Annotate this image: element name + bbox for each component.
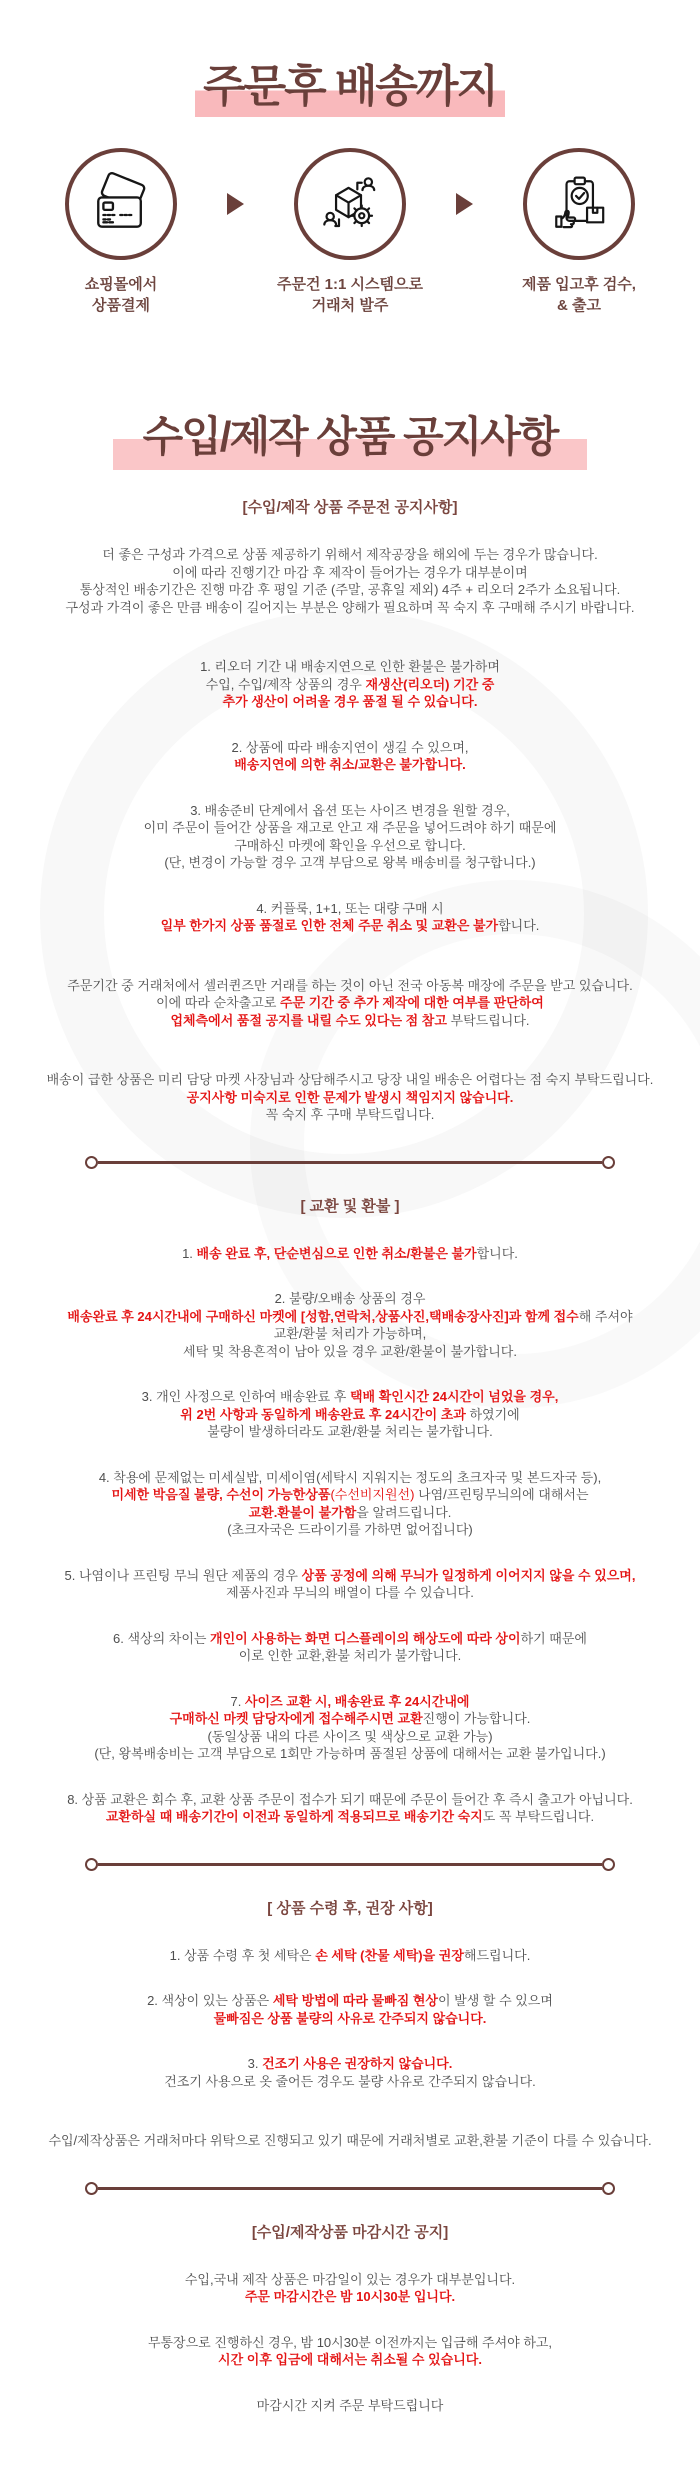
text-segment: 시간 이후 입금에 대해서는 취소될 수 있습니다. — [218, 2352, 482, 2367]
section-divider — [85, 2182, 615, 2195]
page-title-highlight: 주문후 배송까지 — [195, 62, 505, 117]
text-segment: 3. 개인 사정으로 인하여 배송완료 후 — [141, 1389, 350, 1404]
text-segment: 주문 기간 중 추가 제작에 대한 여부를 판단하여 — [279, 995, 544, 1010]
text-line — [15, 900, 685, 918]
divider-endpoint-dot — [85, 1156, 98, 1169]
text-segment: 수입/제작상품은 거래처마다 위탁으로 진행되고 있기 때문에 거래처별로 교환,환불 기준이 다를 수 있습니다. — [48, 2133, 652, 2148]
text-segment: 1. 상품 수령 후 첫 세탁은 — [169, 1947, 316, 1963]
section-heading: [수입/제작 상품 주문전 공지사항] — [242, 499, 458, 516]
text-segment: 공지사항 미숙지로 인한 문제가 발생시 책임지지 않습니다. — [186, 1089, 514, 1105]
text-segment: 2. 불량/오배송 상품의 경우 — [274, 1291, 426, 1306]
text-segment: 사이즈 교환 시, 배송완료 후 24시간내에 — [244, 1693, 470, 1709]
inspection-shipping-icon — [546, 171, 612, 237]
text-segment: 진행이 가능합니다. — [422, 1711, 531, 1726]
step-caption-line2: & 출고 — [557, 297, 601, 314]
section-divider — [85, 1156, 615, 1169]
notice-content — [15, 498, 685, 2474]
text-segment: 이에 따라 순차출고로 — [156, 995, 280, 1010]
text-line — [15, 1728, 685, 1746]
text-line — [15, 1567, 685, 1585]
text-line — [15, 2334, 685, 2352]
text-segment: (단, 왕복배송비는 고객 부담으로 1회만 가능하며 품절된 상품에 대해서는 교환 불가입니다.) — [94, 1746, 606, 1761]
text-line — [15, 1290, 685, 1308]
notice-paragraph — [15, 1630, 685, 1665]
text-segment: 미세한 박음질 불량, 수선이 가능한상품 — [111, 1487, 331, 1502]
notice-paragraph — [15, 1071, 685, 1124]
text-segment: 더 좋은 구성과 가격으로 상품 제공하기 위해서 제작공장을 해외에 두는 경우가 많습니다. — [102, 547, 598, 562]
notice-paragraph — [15, 1947, 685, 1965]
text-segment: 5. 나염이나 프린팅 무늬 원단 제품의 경우 — [64, 1567, 302, 1583]
step-caption-line1: 주문건 1:1 시스템으로 — [277, 276, 423, 293]
notice-paragraph — [15, 546, 685, 616]
text-segment: 이에 따라 진행기간 마감 후 제작이 들어가는 경우가 대부분이며 — [172, 564, 528, 580]
text-line — [15, 676, 685, 694]
text-line — [15, 1308, 685, 1326]
text-line — [15, 1992, 685, 2010]
text-line — [15, 1343, 685, 1361]
text-line — [15, 2271, 685, 2289]
notice-paragraph — [15, 1245, 685, 1263]
notice-paragraph — [15, 739, 685, 774]
section-heading: [ 상품 수령 후, 권장 사항] — [267, 1899, 433, 1917]
text-segment: 을 알려드립니다. — [356, 1504, 452, 1520]
text-segment: 도 꼭 부탁드립니다. — [482, 1809, 595, 1824]
text-segment: 3. 배송준비 단계에서 옵션 또는 사이즈 변경을 원할 경우, — [190, 802, 510, 818]
text-line — [15, 1012, 685, 1030]
step-caption — [277, 274, 423, 316]
text-segment: 건조기 사용은 권장하지 않습니다. — [262, 2056, 453, 2071]
text-segment: 1. 리오더 기간 내 배송지연으로 인한 환불은 불가하며 — [200, 659, 500, 674]
text-segment: 3. — [247, 2056, 263, 2071]
text-line — [15, 2055, 685, 2073]
divider-endpoint-dot — [85, 1858, 98, 1871]
text-line — [15, 1808, 685, 1826]
divider-line — [98, 1863, 602, 1866]
notice-paragraph — [15, 658, 685, 711]
text-line — [15, 1388, 685, 1406]
notice-section-title — [0, 404, 700, 464]
text-line — [15, 1071, 685, 1089]
order-system-icon — [317, 171, 383, 237]
text-segment: 꼭 숙지 후 구매 부탁드립니다. — [265, 1107, 435, 1122]
text-segment: 일부 한가지 상품 품절로 인한 전체 주문 취소 및 교환은 불가 — [160, 918, 499, 933]
text-line — [15, 917, 685, 935]
text-line — [15, 1745, 685, 1763]
text-line — [15, 693, 685, 711]
divider-endpoint-dot — [602, 1156, 615, 1169]
text-line — [15, 1584, 685, 1602]
text-segment: 배송완료 후 24시간내에 구매하신 마켓에 [성함,연락처,상품사진,택배송장사진]과 함께 접수 — [67, 1308, 579, 1324]
section-heading: [ 교환 및 환불 ] — [300, 1197, 400, 1215]
text-segment: 세탁 및 착용흔적이 남아 있을 경우 교환/환불이 불가합니다. — [183, 1343, 517, 1359]
text-segment: 개인이 사용하는 화면 디스플레이의 해상도에 따라 상이 — [210, 1630, 521, 1646]
text-line — [15, 1106, 685, 1124]
text-segment: 부탁드립니다. — [446, 1012, 530, 1028]
notice-paragraph — [15, 900, 685, 935]
text-line — [15, 1486, 685, 1504]
text-segment: 상품 공정에 의해 무늬가 일정하게 이어지지 않을 수 있으며, — [301, 1567, 636, 1583]
notice-paragraph — [15, 1791, 685, 1826]
text-segment: 무통장으로 진행하신 경우, 밤 10시30분 이전까지는 입금해 주셔야 하고, — [147, 2334, 553, 2350]
text-line — [15, 1325, 685, 1343]
process-step-inspection — [491, 148, 667, 316]
step-caption-line1: 제품 입고후 검수, — [522, 276, 636, 293]
text-segment: 8. 상품 교환은 회수 후, 교환 상품 주문이 접수가 되기 때문에 주문이 들어간 후 즉시 출고가 아닙니다. — [67, 1791, 633, 1807]
text-segment: 이미 주문이 들어간 상품을 재고로 안고 재 주문을 넣어드려야 하기 때문에 — [143, 820, 557, 835]
text-segment: 하기 때문에 — [520, 1630, 587, 1646]
text-segment: 합니다. — [498, 918, 540, 933]
section-heading: [수입/제작상품 마감시간 공지] — [251, 2223, 449, 2241]
text-segment: 해 주셔야 — [578, 1308, 633, 1324]
text-line — [15, 819, 685, 837]
step-caption — [522, 274, 636, 316]
text-segment: 수입, 수입/제작 상품의 경우 — [205, 676, 366, 692]
text-segment: 수입,국내 제작 상품은 마감일이 있는 경우가 대부분입니다. — [184, 2271, 516, 2287]
text-segment: 교환.환불이 불가함 — [248, 1504, 357, 1520]
step-circle — [65, 148, 177, 260]
text-segment: 해드립니다. — [463, 1947, 531, 1963]
text-line — [15, 1504, 685, 1522]
arrow-right-icon — [456, 193, 473, 215]
text-segment: 제품사진과 무늬의 배열이 다를 수 있습니다. — [226, 1585, 474, 1600]
section-divider — [85, 1858, 615, 1871]
text-line — [15, 994, 685, 1012]
divider-endpoint-dot — [602, 1858, 615, 1871]
notice-paragraph — [15, 1693, 685, 1763]
step-caption-line2: 상품결제 — [92, 297, 150, 314]
text-segment: 주문 마감시간은 밤 10시30분 입니다. — [244, 2289, 456, 2304]
text-segment: 택배 확인시간 24시간이 넘었을 경우, — [349, 1389, 559, 1404]
text-line — [15, 599, 685, 617]
text-line — [15, 1630, 685, 1648]
text-segment: (단, 변경이 가능할 경우 고객 부담으로 왕복 배송비를 청구합니다.) — [164, 855, 536, 870]
notice-paragraph — [15, 1290, 685, 1360]
text-line — [15, 1791, 685, 1809]
text-line — [15, 1469, 685, 1487]
text-line — [15, 2073, 685, 2091]
text-segment: (수선비지원선) — [330, 1487, 415, 1502]
notice-paragraph — [15, 1567, 685, 1602]
step-circle — [294, 148, 406, 260]
text-line — [15, 837, 685, 855]
text-segment: 배송이 급한 상품은 미리 담당 마켓 사장님과 상담해주시고 당장 내일 배송은 어렵다는 점 숙지 부탁드립니다. — [46, 1072, 654, 1087]
text-segment: 1. — [182, 1245, 197, 1261]
text-line — [15, 2397, 685, 2415]
text-segment: 통상적인 배송기간은 진행 마감 후 평일 기준 (주말, 공휴일 제외) 4주 + 리오더 2주가 소요됩니다. — [79, 582, 621, 597]
text-line — [15, 854, 685, 872]
text-segment: 교환하실 때 배송기간이 이전과 동일하게 적용되므로 배송기간 숙지 — [105, 1809, 483, 1824]
text-segment: 4. 착용에 문제없는 미세실밥, 미세이염(세탁시 지워지는 정도의 초크자국 및 본드자국 등), — [98, 1469, 602, 1485]
process-step-payment — [33, 148, 209, 316]
text-segment: 건조기 사용으로 옷 줄어든 경우도 불량 사유로 간주되지 않습니다. — [164, 2073, 536, 2089]
text-line — [15, 802, 685, 820]
text-line — [15, 739, 685, 757]
arrow-right-icon — [227, 193, 244, 215]
text-line — [15, 977, 685, 995]
text-segment: 4. 커플룩, 1+1, 또는 대량 구매 시 — [256, 900, 444, 916]
text-segment: 구매하신 마켓 담당자에게 접수해주시면 교환 — [169, 1711, 423, 1726]
text-line — [15, 2351, 685, 2369]
page-title — [0, 0, 700, 114]
text-segment: 구성과 가격이 좋은 만큼 배송이 길어지는 부분은 양해가 필요하며 꼭 숙지 후 구매해 주시기 바랍니다. — [65, 599, 635, 615]
text-segment: 합니다. — [476, 1245, 518, 1261]
text-line — [15, 2288, 685, 2306]
notice-paragraph — [15, 2334, 685, 2369]
text-segment: 물빠짐은 상품 불량의 사유로 간주되지 않습니다. — [213, 2010, 487, 2026]
text-line — [15, 2132, 685, 2150]
text-segment: (초크자국은 드라이기를 가하면 없어집니다) — [227, 1522, 473, 1537]
notice-paragraph — [15, 802, 685, 872]
notice-paragraph — [15, 1992, 685, 2027]
text-segment: 7. — [230, 1693, 245, 1709]
divider-line — [98, 2187, 602, 2190]
notice-section-title-highlight: 수입/제작 상품 공지사항 — [113, 413, 588, 470]
text-segment: 배송 완료 후, 단순변심으로 인한 취소/환불은 불가 — [196, 1245, 477, 1261]
divider-line — [98, 1161, 602, 1164]
text-segment: 마감시간 지켜 주문 부탁드립니다 — [256, 2397, 444, 2413]
text-line — [15, 1647, 685, 1665]
text-segment: 세탁 방법에 따라 물빠짐 현상 — [272, 1993, 438, 2008]
notice-paragraph — [15, 1469, 685, 1539]
text-line — [15, 564, 685, 582]
text-segment: 재생산(리오더) 기간 중 — [365, 676, 495, 692]
step-caption-line2: 거래처 발주 — [311, 297, 389, 314]
text-line — [15, 1406, 685, 1424]
notice-paragraph — [15, 977, 685, 1030]
step-caption-line1: 쇼핑몰에서 — [84, 276, 158, 293]
text-segment: 하였기에 — [465, 1406, 520, 1422]
text-line — [15, 1947, 685, 1965]
step-caption — [85, 274, 157, 316]
text-line — [15, 1693, 685, 1711]
text-segment: 2. 상품에 따라 배송지연이 생길 수 있으며, — [231, 739, 469, 755]
text-line — [15, 546, 685, 564]
text-segment: 배송지연에 의한 취소/교환은 불가합니다. — [234, 757, 466, 772]
order-process-flow — [0, 148, 700, 316]
text-line — [15, 1521, 685, 1539]
text-segment: (동일상품 내의 다른 사이즈 및 색상으로 교환 가능) — [207, 1728, 493, 1744]
text-segment: 구매하신 마켓에 확인을 우선으로 합니다. — [234, 837, 466, 853]
text-segment: 주문기간 중 거래처에서 셀러퀸즈만 거래를 하는 것이 아닌 전국 아동복 매장에 주문을 받고 있습니다. — [67, 977, 633, 993]
text-line — [15, 2010, 685, 2028]
text-segment: 6. 색상의 차이는 — [113, 1630, 211, 1646]
step-circle — [523, 148, 635, 260]
notice-paragraph — [15, 2397, 685, 2415]
credit-card-icon — [88, 171, 154, 237]
text-segment: 교환/환불 처리가 가능하며, — [273, 1326, 427, 1341]
divider-endpoint-dot — [85, 2182, 98, 2195]
text-segment: 추가 생산이 어려울 경우 품절 될 수 있습니다. — [222, 694, 478, 709]
text-segment: 나염/프린팅무늬의에 대해서는 — [414, 1487, 589, 1502]
text-segment: 이 발생 할 수 있으며 — [438, 1993, 553, 2008]
text-line — [15, 1423, 685, 1441]
text-segment: 업체측에서 품절 공지를 내릴 수도 있다는 점 참고 — [170, 1012, 447, 1028]
notice-paragraph — [15, 2271, 685, 2306]
text-segment: 손 세탁 (찬물 세탁)을 권장 — [315, 1947, 464, 1963]
text-segment: 불량이 발생하더라도 교환/환불 처리는 불가합니다. — [207, 1424, 493, 1439]
notice-paragraph — [15, 1388, 685, 1441]
text-segment: 이로 인한 교환,환불 처리가 불가합니다. — [238, 1648, 462, 1663]
text-segment: 위 2번 사항과 동일하게 배송완료 후 24시간이 초과 — [180, 1406, 466, 1422]
text-line — [15, 1710, 685, 1728]
text-line — [15, 581, 685, 599]
text-line — [15, 1089, 685, 1107]
text-line — [15, 658, 685, 676]
notice-paragraph — [15, 2055, 685, 2090]
text-line — [15, 756, 685, 774]
text-line — [15, 1245, 685, 1263]
notice-paragraph — [15, 2132, 685, 2150]
text-segment: 2. 색상이 있는 상품은 — [147, 1993, 273, 2008]
divider-endpoint-dot — [602, 2182, 615, 2195]
process-step-order-system — [262, 148, 438, 316]
